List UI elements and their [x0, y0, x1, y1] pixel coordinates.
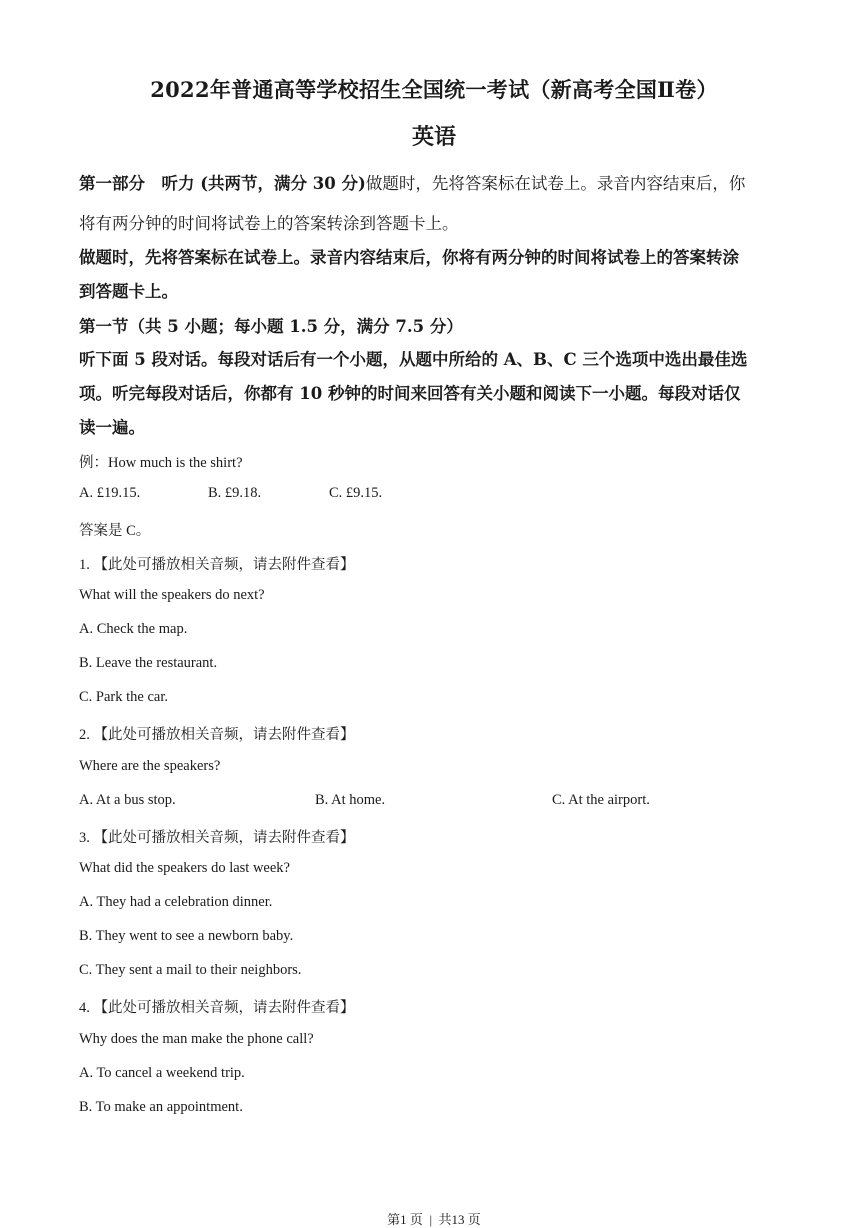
question-2-audio-note: 2. 【此处可播放相关音频，请去附件查看】: [79, 727, 355, 743]
section1-desc-line-1: 听下面 5 段对话。每段对话后有一个小题，从题中所给的 A、B、C 三个选项中选出最佳选: [79, 350, 748, 369]
question-1-option-b: B. Leave the restaurant.: [79, 655, 218, 671]
question-1-option-a: A. Check the map.: [79, 621, 188, 637]
instruction-line-2: 到答题卡上。: [79, 282, 178, 301]
question-3-option-c: C. They sent a mail to their neighbors.: [79, 962, 302, 978]
question-2-option-c: C. At the airport.: [552, 792, 650, 808]
section1-heading: 第一节（共 5 小题；每小题 1.5 分，满分 7.5 分）: [79, 317, 463, 336]
question-3-option-a: A. They had a celebration dinner.: [79, 894, 273, 910]
question-2-option-b: B. At home.: [315, 792, 386, 808]
footer-separator: |: [429, 1212, 433, 1227]
question-3-option-b: B. They went to see a newborn baby.: [79, 928, 294, 944]
example-question: 例：How much is the shirt?: [79, 455, 243, 471]
page-footer: [0, 1209, 868, 1228]
example-answer: 答案是 C。: [79, 523, 151, 539]
instruction-line-1: 做题时，先将答案标在试卷上。录音内容结束后，你将有两分钟的时间将试卷上的答案转涂: [79, 248, 739, 267]
part1-heading-rest: 做题时，先将答案标在试卷上。录音内容结束后，你: [365, 174, 746, 193]
question-3-text: What did the speakers do last week?: [79, 860, 290, 876]
question-4-option-b: B. To make an appointment.: [79, 1099, 243, 1115]
part1-heading: [79, 170, 745, 194]
part1-heading-line2: 将有两分钟的时间将试卷上的答案转涂到答题卡上。: [79, 214, 459, 233]
question-1-option-c: C. Park the car.: [79, 689, 168, 705]
footer-total-pages: 共13 页: [438, 1212, 481, 1227]
exam-title: 2022年普通高等学校招生全国统一考试（新高考全国Ⅱ卷）: [150, 77, 718, 102]
question-4-audio-note: 4. 【此处可播放相关音频，请去附件查看】: [79, 1000, 355, 1016]
question-1-text: What will the speakers do next?: [79, 587, 265, 603]
section1-desc-line-2: 项。听完每段对话后，你都有 10 秒钟的时间来回答有关小题和阅读下一小题。每段对话仅: [79, 384, 741, 403]
question-2-option-a: A. At a bus stop.: [79, 792, 176, 808]
footer-page-number: 第1 页: [387, 1212, 423, 1227]
example-option-a: A. £19.15.: [79, 485, 141, 501]
question-4-option-a: A. To cancel a weekend trip.: [79, 1065, 245, 1081]
question-3-audio-note: 3. 【此处可播放相关音频，请去附件查看】: [79, 830, 355, 846]
exam-subject: 英语: [411, 124, 456, 150]
question-4-text: Why does the man make the phone call?: [79, 1031, 314, 1047]
part1-heading-bold: 第一部分 听力 (共两节，满分 30 分): [79, 174, 366, 193]
question-1-audio-note: 1. 【此处可播放相关音频，请去附件查看】: [79, 557, 355, 573]
section1-desc-line-3: 读一遍。: [79, 418, 145, 437]
question-2-text: Where are the speakers?: [79, 758, 221, 774]
example-option-b: B. £9.18.: [208, 485, 262, 501]
example-option-c: C. £9.15.: [329, 485, 383, 501]
